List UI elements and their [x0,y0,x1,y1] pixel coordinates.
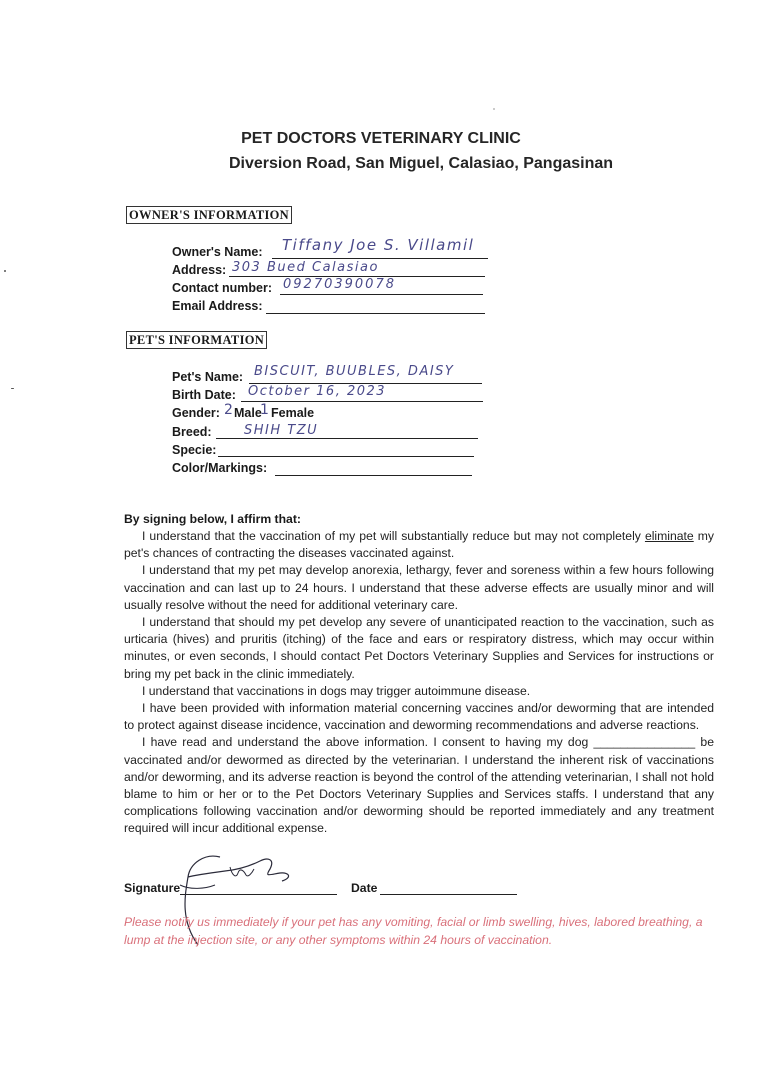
scan-speck [4,270,6,272]
female-label: Female [271,406,315,420]
affirm-p6: I have read and understand the above information. I consent to having my dog _______________ be vaccinated and/or dewormed as directed by the veterinarian. I understand the inherent risk of vaccinations and/or deworming, and its adverse reaction is beyond the control of the attending veterinarian, I shall not hold blame to him or her or to the Pet Doctors Veterinary Supplies and Services staffs. I understand that any complications following vaccination and/or deworming should be reported immediately and any treatment required will incur additional expense. [124,735,714,836]
clinic-address: Diversion Road, San Miguel, Calasiao, Pangasinan [228,155,614,172]
birth-date-label: Birth Date: [172,388,236,402]
scan-speck [493,108,495,110]
male-label: Male [234,406,262,420]
date-label: Date [351,881,378,895]
pet-name-label: Pet's Name: [172,370,244,384]
gender-label: Gender: [172,406,220,420]
affirm-heading: By signing below, I affirm that: [124,512,301,526]
address-label: Address: [172,263,227,277]
specie-line[interactable] [218,442,474,457]
scan-speck [11,388,14,389]
email-line[interactable] [266,299,485,314]
eliminate-word: eliminate [644,529,694,543]
affirm-p2: I understand that my pet may develop anorexia, lethargy, fever and soreness within a few hours following vaccination and can last up to 24 hours. I understand that these adverse effects are usually minor and will usually resolve without the need for additional veterinary care. [124,563,714,612]
contact-label: Contact number: [172,281,272,295]
signature-label: Signature [124,881,181,895]
address-value: 303 Bued Calasiao [232,260,379,275]
affirm-p5: I have been provided with information material concerning vaccines and/or deworming that are intended to protect against disease incidence, vaccination and deworming recommendations and adverse reactions. [124,701,714,733]
symptoms-note: Please notify us immediately if your pet has any vomiting, facial or limb swelling, hives, labored breathing, a lump at the injection site, or any other symptoms within 24 hours of vaccination. [124,915,703,947]
date-line[interactable] [380,880,517,895]
pet-name-value: BISCUIT, BUUBLES, DAISY [254,364,455,379]
email-label: Email Address: [172,299,263,313]
owner-name-label: Owner's Name: [172,245,263,259]
clinic-name: PET DOCTORS VETERINARY CLINIC [241,130,521,147]
contact-value: 09270390078 [283,277,396,292]
affirm-body [124,528,714,838]
breed-label: Breed: [172,425,212,439]
specie-label: Specie: [172,443,217,457]
color-markings-label: Color/Markings: [172,461,268,475]
birth-date-value: October 16, 2023 [248,384,387,399]
male-count: 2 [224,402,235,418]
female-count: 1 [260,402,271,418]
owner-section-heading: OWNER'S INFORMATION [126,206,292,224]
breed-value: SHIH TZU [244,423,319,438]
pet-section-heading: PET'S INFORMATION [126,331,267,349]
color-markings-line[interactable] [275,461,472,476]
affirm-p4: I understand that vaccinations in dogs may trigger autoimmune disease. [142,683,531,698]
owner-name-value: Tiffany Joe S. Villamil [282,236,475,254]
affirm-p1: I understand that the vaccination of my pet will substantially reduce but may not completely eliminate my pet's chances of contracting the diseases vaccinated against. [124,529,715,561]
affirm-p3: I understand that should my pet develop any severe of unanticipated reaction to the vaccination, such as urticaria (hives) and pruritis (itching) of the face and ears or respiratory distress, which may occur within minutes, or even seconds, I should contact Pet Doctors Veterinary Supplies and Services for instructions or bring my pet back in the clinic immediately. [124,615,714,681]
